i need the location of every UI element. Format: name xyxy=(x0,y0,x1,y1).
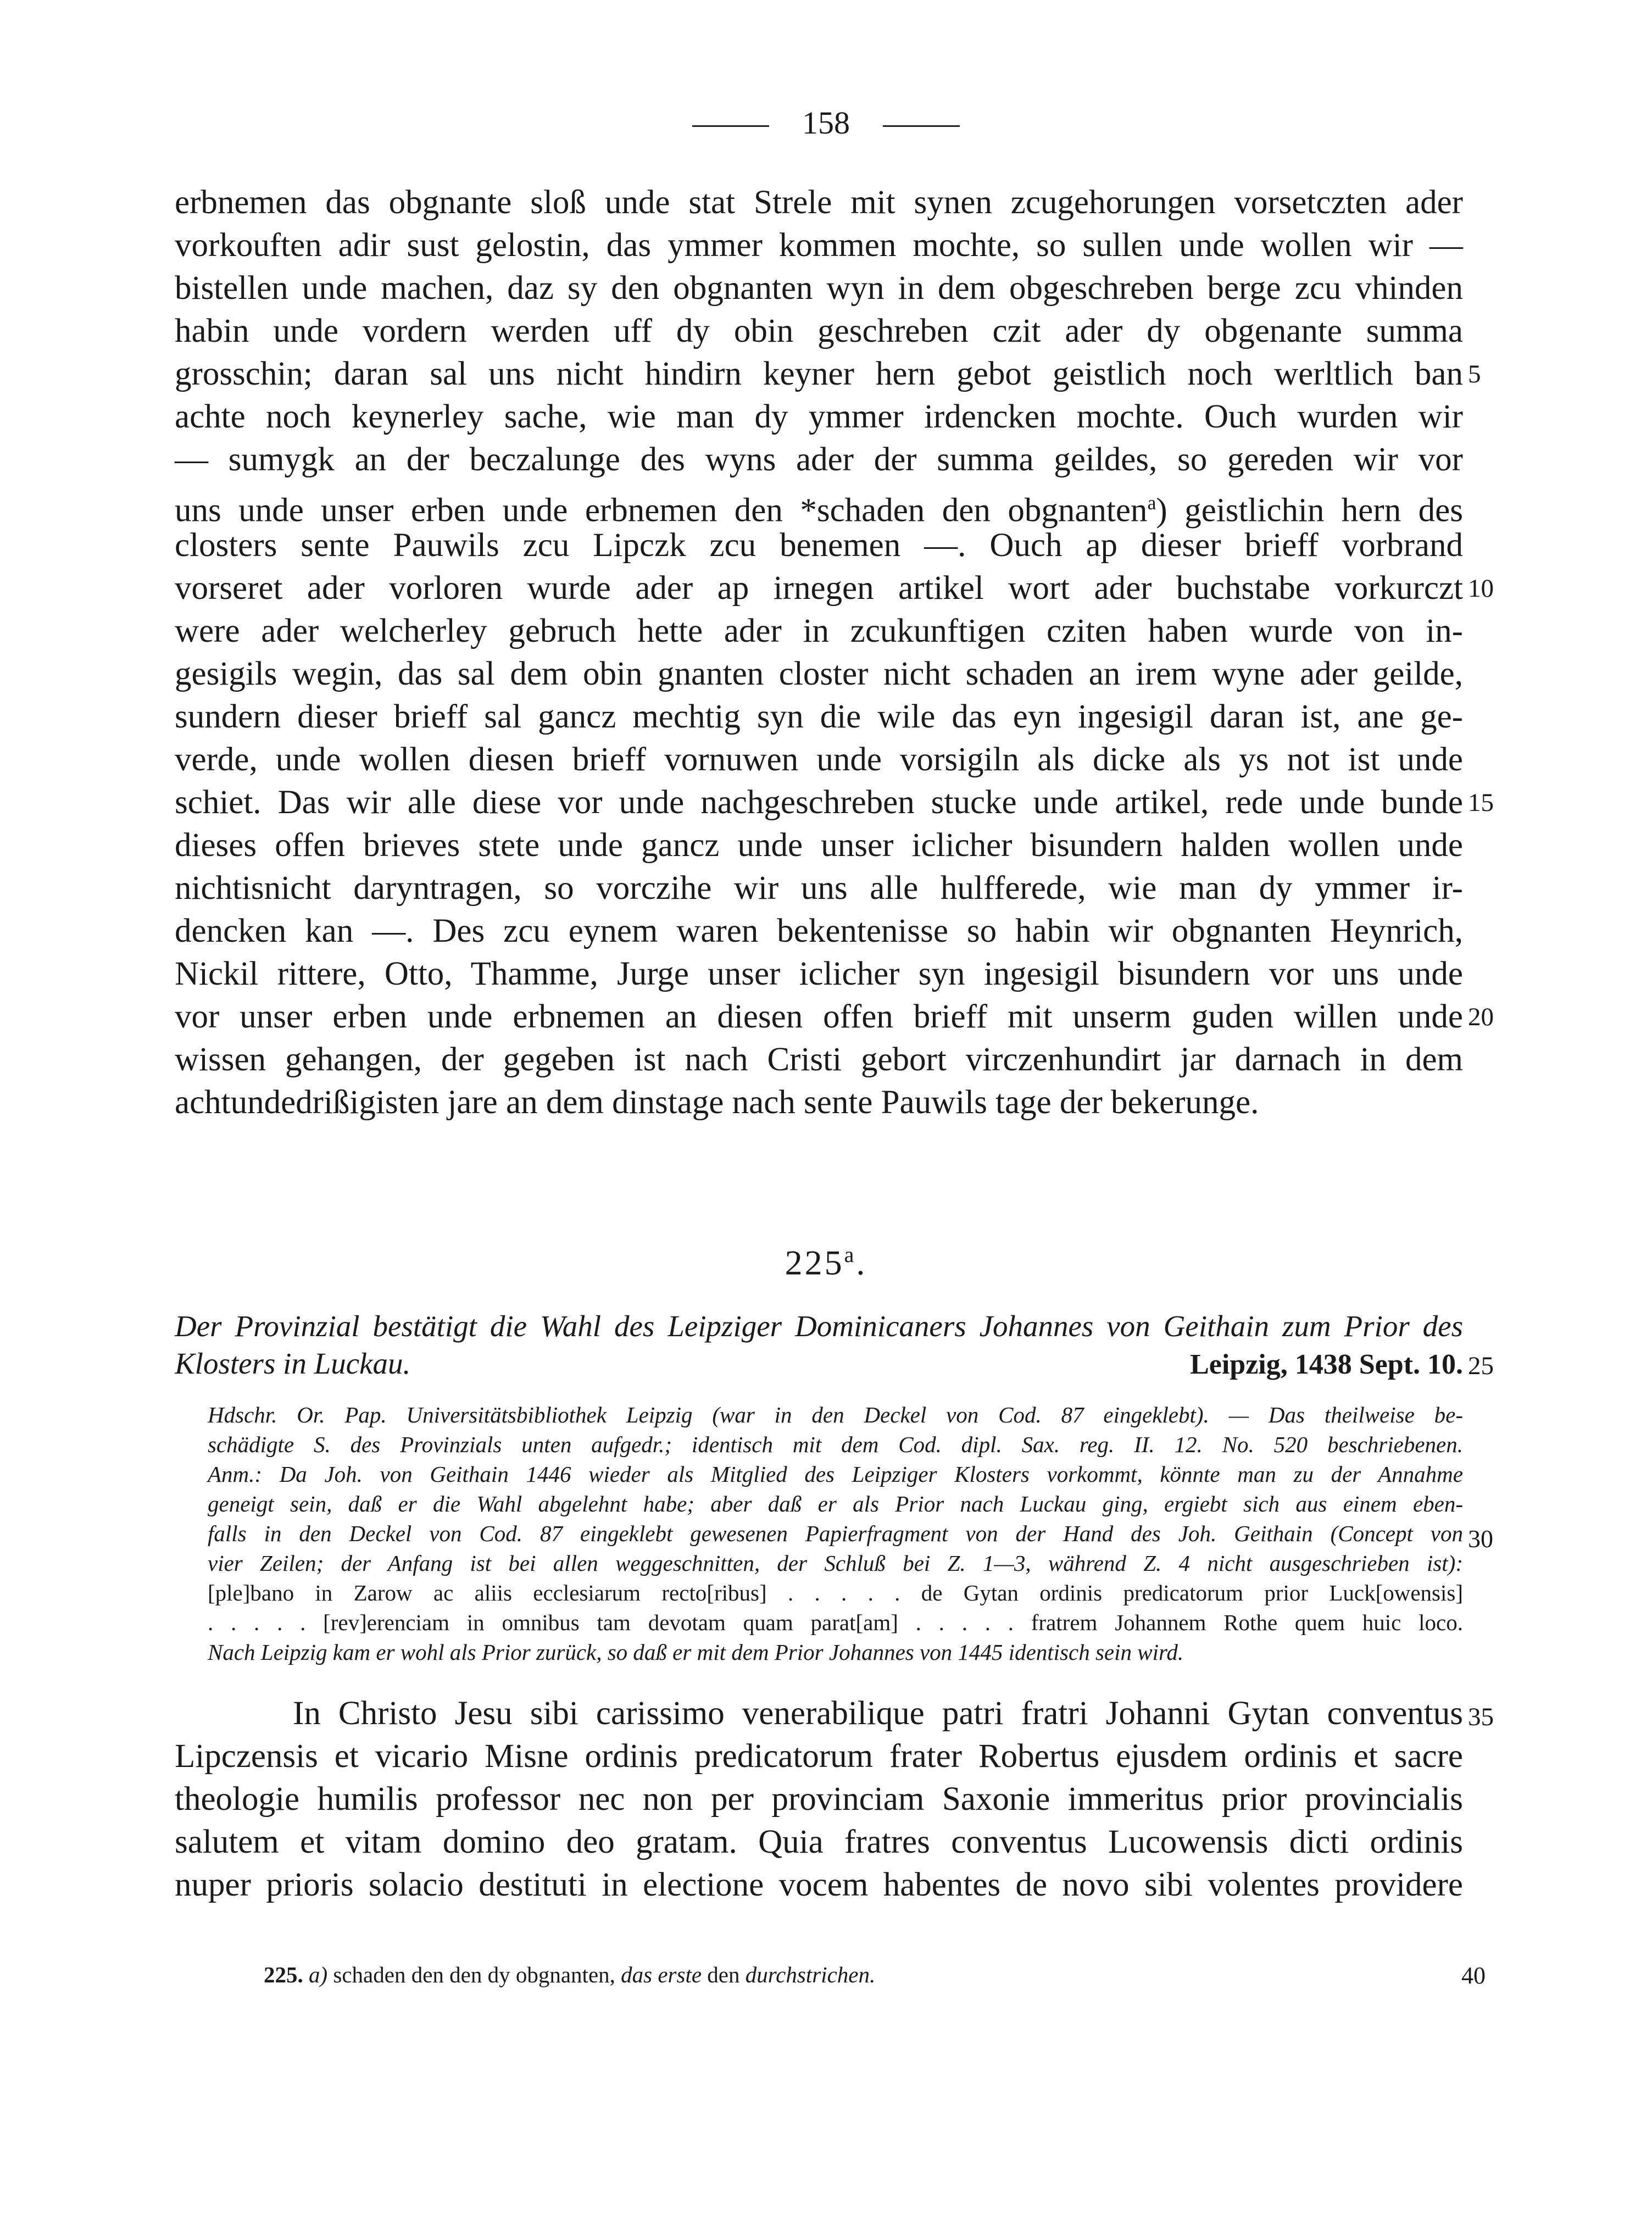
text-line: Lipczensis et vicario Misne ordinis predicatorum frater Robertus ejusdem ordinis et sacre xyxy=(175,1738,1463,1775)
note-line: schädigte S. des Provinzials unten aufgedr.; identisch mit dem Cod. dipl. Sax. reg. II. 12. No. 520 beschriebenen. xyxy=(208,1432,1463,1457)
line-number: 15 xyxy=(1468,788,1494,817)
text-line: uns unde unser erben unde erbnemen den *schaden den obgnanten$^a$) geistlichin hern des xyxy=(175,492,1463,529)
line-number: 35 xyxy=(1468,1703,1494,1731)
page-number: 158 xyxy=(802,105,850,141)
footnote xyxy=(264,1961,875,1988)
text-line: bistellen unde machen, daz sy den obgnanten wyn in dem obgeschreben berge zcu vhinden xyxy=(175,270,1463,307)
note-line: falls in den Deckel von Cod. 87 eingeklebt gewesenen Papierfragment von der Hand des Joh. Geithain (Concept von xyxy=(208,1521,1463,1546)
line-number: 5 xyxy=(1468,360,1481,388)
text-line: — sumygk an der beczalunge des wyns ader der summa geildes, so gereden wir vor xyxy=(175,441,1463,478)
footnote-marker: a xyxy=(1147,492,1156,514)
line-number: 10 xyxy=(1468,574,1494,603)
text-line: grosschin; daran sal uns nicht hindirn keyner hern gebot geistlich noch werltlich ban xyxy=(175,355,1463,392)
footnote-ref: 225. xyxy=(264,1962,303,1987)
note-line: Anm.: Da Joh. von Geithain 1446 wieder als Mitglied des Leipziger Klosters vorkommt, könnte man zu der Annahme xyxy=(208,1461,1463,1487)
header-rule-left xyxy=(692,125,769,127)
note-line: Hdschr. Or. Pap. Universitätsbibliothek Leipzig (war in den Deckel von Cod. 87 eingeklebt). — Das theilweise be- xyxy=(208,1402,1463,1427)
text-line: habin unde vordern werden uff dy obin geschreben czit ader dy obgenante summa xyxy=(175,313,1463,349)
text-line: Nickil rittere, Otto, Thamme, Jurge unser iclicher syn ingesigil bisundern vor uns unde xyxy=(175,955,1463,992)
text-line: achtundedrißigisten jare an dem dinstage nach sente Pauwils tage der bekerunge. xyxy=(175,1084,1259,1121)
regest-line: Klosters in Luckau. xyxy=(175,1347,411,1380)
text-line: closters sente Pauwils zcu Lipczk zcu benemen —. Ouch ap dieser brieff vorbrand xyxy=(175,527,1463,564)
note-line: [ple]bano in Zarow ac aliis ecclesiarum recto[ribus] . . . . . de Gytan ordinis predicatorum prior Luck[owensis] xyxy=(208,1580,1463,1605)
line-number: 30 xyxy=(1468,1525,1493,1553)
text-line: verde, unde wollen diesen brieff vornuwen unde vorsigiln als dicke als ys not ist unde xyxy=(175,741,1463,778)
text-line: vorkouften adir sust gelostin, das ymmer kommen mochte, so sullen unde wollen wir — xyxy=(175,227,1463,264)
footnote-text: das erste xyxy=(621,1962,702,1987)
page-header xyxy=(0,104,1652,141)
regest-line: Der Provinzial bestätigt die Wahl des Leipziger Dominicaners Johannes von Geithain zum Prior des xyxy=(175,1309,1463,1343)
text-line: gesigils wegin, das sal dem obin gnanten closter nicht schaden an irem wyne ader geilde, xyxy=(175,655,1463,692)
text-line: achte noch keynerley sache, wie man dy ymmer irdencken mochte. Ouch wurden wir xyxy=(175,398,1463,435)
text-line: dieses offen brieves stete unde gancz unde unser iclicher bisundern halden wollen unde xyxy=(175,827,1463,864)
note-line: Nach Leipzig kam er wohl als Prior zurück, so daß er mit dem Prior Johannes von 1445 identisch sein wird. xyxy=(208,1640,1184,1665)
header-rule-right xyxy=(883,125,960,127)
footnote-text: schaden den den dy obgnanten, xyxy=(333,1962,615,1987)
text-line: salutem et vitam domino deo gratam. Quia fratres conventus Lucowensis dicti ordinis xyxy=(175,1824,1463,1860)
footnote-marker: a) xyxy=(309,1962,328,1987)
text-line: were ader welcherley gebruch hette ader in zcukunftigen cziten haben wurde von in- xyxy=(175,613,1463,649)
note-line: . . . . . [rev]erenciam in omnibus tam devotam quam parat[am] . . . . . fratrem Johannem Rothe quem huic loco. xyxy=(208,1610,1463,1635)
line-number: 25 xyxy=(1468,1352,1494,1380)
text-line: dencken kan —. Des zcu eynem waren bekentenisse so habin wir obgnanten Heynrich, xyxy=(175,913,1463,949)
footnote-text: durchstrichen. xyxy=(745,1962,876,1987)
note-line: geneigt sein, daß er die Wahl abgelehnt habe; aber daß er als Prior nach Luckau ging, ergiebt sich aus einem eben- xyxy=(208,1491,1463,1516)
text-line: theologie humilis professor nec non per provinciam Saxonie immeritus prior provincialis xyxy=(175,1781,1463,1818)
footnote-text: den xyxy=(707,1962,740,1987)
text-line: vor unser erben unde erbnemen an diesen offen brieff mit unserm guden willen unde xyxy=(175,998,1463,1035)
text-line: nuper prioris solacio destituti in electione vocem habentes de novo sibi volentes providere xyxy=(175,1866,1463,1903)
text-line: In Christo Jesu sibi carissimo venerabilique patri fratri Johanni Gytan conventus xyxy=(293,1695,1463,1732)
text-line: schiet. Das wir alle diese vor unde nachgeschreben stucke unde artikel, rede unde bunde xyxy=(175,784,1463,821)
text-line: wissen gehangen, der gegeben ist nach Cristi gebort virczenhundirt jar darnach in dem xyxy=(175,1041,1463,1078)
text-line: sundern dieser brieff sal gancz mechtig syn die wile das eyn ingesigil daran ist, ane ge- xyxy=(175,698,1463,735)
text-line: nichtisnicht daryntragen, so vorczihe wir uns alle hulfferede, wie man dy ymmer ir- xyxy=(175,870,1463,907)
text-line: erbnemen das obgnante sloß unde stat Strele mit synen zcugehorungen vorsetczten ader xyxy=(175,184,1463,221)
document-dateline: Leipzig, 1438 Sept. 10. xyxy=(1190,1349,1463,1380)
line-number: 40 xyxy=(1461,1962,1486,1989)
text-line: vorseret ader vorloren wurde ader ap irnegen artikel wort ader buchstabe vorkurczt xyxy=(175,570,1463,607)
document-number: 225$^a$. xyxy=(785,1242,867,1282)
line-number: 20 xyxy=(1468,1003,1494,1031)
note-line: vier Zeilen; der Anfang ist bei allen weggeschnitten, der Schluß bei Z. 1—3, während Z. 4 nicht ausgeschrieben ist): xyxy=(208,1551,1463,1576)
